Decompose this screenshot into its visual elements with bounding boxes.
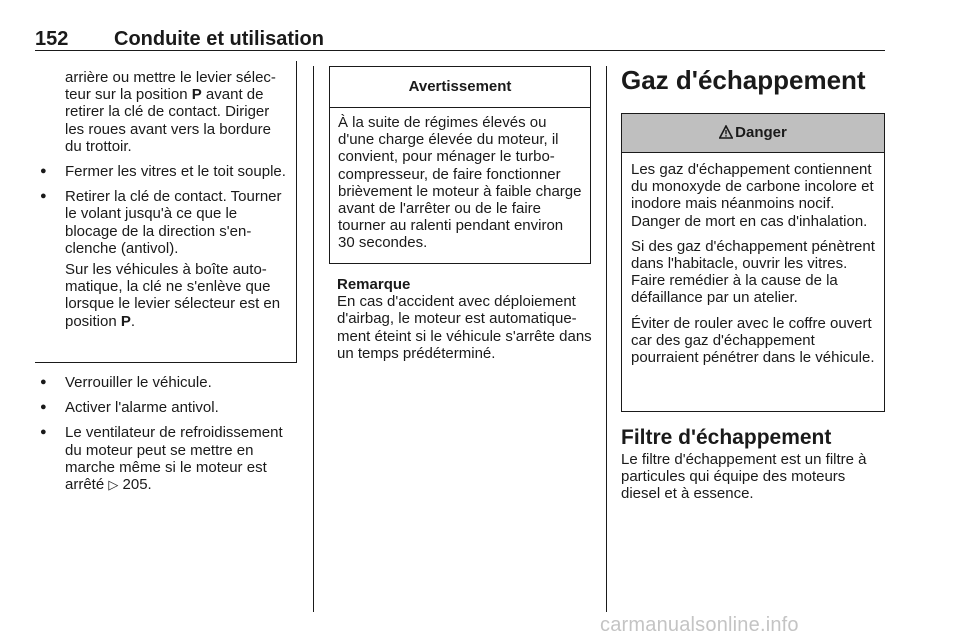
note-section	[337, 276, 593, 362]
page-reference[interactable]: 205.	[122, 476, 152, 494]
header-rule	[35, 50, 885, 51]
page-reference-icon: ▷	[108, 477, 119, 493]
list-item: ● Le ventilateur de refroidissement du moteur peut se mettre en marche même si le moteur est arrêté ▷ 205.	[35, 424, 303, 493]
column-divider-left	[313, 66, 314, 612]
bullet-list	[35, 374, 303, 501]
note-text: En cas d'accident avec déploiement d'airbag, le moteur est automatiquement éteint si le véhicule s'arrête dans un temps prédéterminé.	[337, 293, 592, 362]
section-heading: Gaz d'échappement	[621, 65, 866, 95]
list-item: ● Activer l'alarme antivol.	[35, 399, 303, 416]
danger-paragraph: Si des gaz d'échappement pénètrent dans l'habitacle, ouvrir les vitres. Faire remédier à la cause de la défaillance par un atelier.	[631, 237, 875, 307]
danger-paragraph: Éviter de rouler avec le coffre ouvert car des gaz d'échappement pourraient pénétrer dans le véhicule.	[631, 314, 875, 367]
danger-title: Danger	[735, 124, 787, 141]
warning-box	[329, 66, 591, 264]
warning-triangle-icon	[719, 125, 733, 139]
list-item: ● Retirer la clé de contact. Tourner le volant jusqu'à ce que le blocage de la direction s'enclenche (antivol).	[35, 188, 291, 257]
page-title: Conduite et utilisation	[114, 28, 324, 50]
note-title: Remarque	[337, 276, 411, 293]
danger-box	[621, 113, 885, 412]
list-item: Sur les véhicules à boîte automatique, la clé ne s'enlève que lorsque le levier sélecteur est en position P.	[65, 261, 281, 330]
column-divider-right	[606, 66, 607, 612]
warning-title: Avertissement	[330, 67, 590, 108]
danger-paragraph: Les gaz d'échappement contiennent du monoxyde de carbone incolore et inodore mais néanmoins nocif. Danger de mort en cas d'inhalation.	[631, 161, 874, 230]
continued-instruction-box	[35, 61, 297, 363]
filter-text: Le filtre d'échappement est un filtre à particules qui équipe des moteurs diesel et à essence.	[621, 451, 867, 503]
watermark: carmanualsonline.info	[600, 614, 799, 636]
list-item: ● Verrouiller le véhicule.	[35, 374, 303, 391]
danger-header	[622, 114, 884, 153]
subsection-heading: Filtre d'échappement	[621, 426, 832, 449]
list-item: ● Fermer les vitres et le toit souple.	[35, 163, 291, 180]
page-number: 152	[35, 28, 69, 50]
page-header	[35, 28, 885, 52]
list-item: arrière ou mettre le levier sélec- teur sur la position P avant de retirer la clé de contact. Diriger les roues avant vers la bordure du trottoir.	[65, 69, 276, 155]
warning-text: À la suite de régimes élevés ou d'une charge élevée du moteur, il convient, pour ménager le turbocompresseur, de faire fonctionner brièvement le moteur à faible charge avant de l'arrêter ou de le faire tourner au ralenti pendant environ 30 secondes.	[338, 114, 582, 252]
